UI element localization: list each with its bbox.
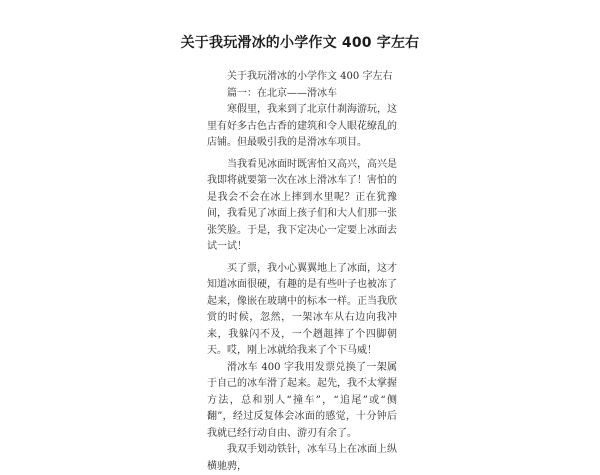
article-body <box>207 69 397 475</box>
paragraph: 买了票，我小心翼翼地上了冰面，这才知道冰面很硬，有趣的是有些叶子也被冻了起来，像嵌在玻璃中的标本一样。正当我欣赏的时候，忽然，一架冰车从右边向我冲来，我躲闪不及，一个趔趄摔了个四脚朝天。哎，刚上冰就给我来了个下马威！ <box>207 262 397 356</box>
article-heading: 关于我玩滑冰的小学作文 400 字左右 <box>227 71 393 82</box>
paragraph: 当我看见冰面时既害怕又高兴，高兴是我即将就要第一次在冰上滑冰车了！害怕的是我会不会在冰上摔到水里呢？正在犹豫间，我看见了冰面上孩子们和大人们那一张张笑脸。于是，我下定决心一定要上冰面去试一试！ <box>207 158 397 252</box>
paragraph: 滑冰车 400 字我用发票兑换了一架属于自己的冰车滑了起来。起先，我不太掌握方法，总和别人“撞车”，“追尾”或“侧翻”，经过反复体会冰面的感觉，十分钟后我就已经行动自由、游刃有余了。 <box>207 361 397 439</box>
section-heading: 篇一：在北京——滑冰车 <box>227 87 337 99</box>
paragraph: 我双手划动铁针，冰车马上在冰面上纵横驰骋， <box>207 444 397 472</box>
paragraph: 寒假里，我来到了北京什刹海游玩，这里有好多古色古香的建筑和令人眼花缭乱的店铺。但最吸引我的是滑冰车项目。 <box>207 104 397 148</box>
document-title: 关于我玩滑冰的小学作文 400 字左右 <box>180 35 420 51</box>
